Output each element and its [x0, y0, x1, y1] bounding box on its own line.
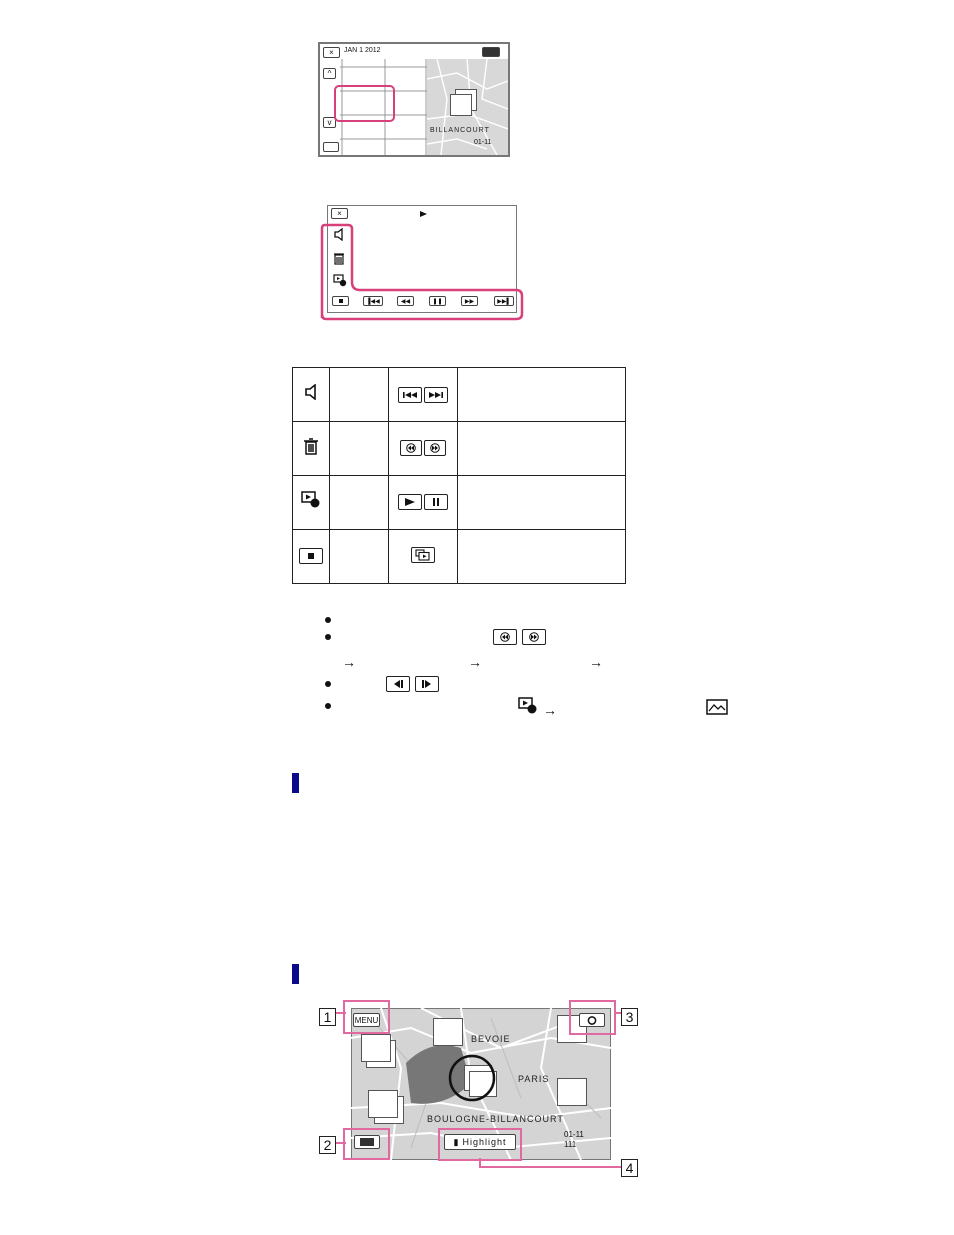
arrow-icon: → — [543, 702, 557, 718]
map-thumbnail[interactable] — [433, 1018, 463, 1046]
rewind-icon — [400, 440, 422, 456]
rewind-button[interactable]: ◀◀ — [397, 296, 414, 306]
volume-icon — [304, 384, 318, 400]
pause-button[interactable]: ❚❚ — [429, 296, 446, 306]
up-button[interactable]: ^ — [323, 68, 336, 79]
controls-table — [292, 367, 626, 584]
bullet — [325, 634, 331, 640]
callout-number: 3 — [621, 1008, 638, 1026]
arrow-icon: → — [342, 654, 356, 670]
highlight-label: Highlight — [462, 1137, 507, 1147]
down-button[interactable]: v — [323, 117, 336, 128]
callout-highlight-2 — [343, 1128, 390, 1160]
map-thumbnail[interactable] — [450, 94, 472, 116]
bullet — [325, 703, 331, 709]
callout-number: 1 — [319, 1008, 336, 1026]
section-marker — [292, 773, 299, 793]
arrow-icon: → — [468, 654, 482, 670]
selection-circle — [448, 1054, 496, 1102]
map-thumbnail[interactable] — [361, 1034, 391, 1062]
playback-settings-icon[interactable] — [333, 274, 347, 287]
stop-icon — [299, 548, 323, 564]
table-row — [293, 530, 626, 584]
callout-connector-4 — [478, 1158, 628, 1170]
previous-icon — [398, 387, 422, 403]
playback-settings-icon — [518, 697, 538, 715]
callout-connector-2 — [336, 1140, 346, 1146]
previous-button[interactable]: ▐◀◀ — [363, 296, 383, 306]
table-row — [293, 368, 626, 422]
counter-top: 01-11 — [564, 1130, 584, 1139]
map-place-label: BILLANCOURT — [430, 127, 490, 134]
callout-number: 4 — [621, 1159, 638, 1177]
callout-highlight-1 — [343, 1000, 390, 1034]
map-thumbnail[interactable] — [557, 1078, 587, 1106]
playback-settings-icon — [301, 491, 321, 509]
play-icon — [398, 494, 422, 510]
counter-bottom: 111 — [564, 1140, 577, 1149]
map-place-label: BEVOIE — [471, 1034, 511, 1044]
playback-mode-icon[interactable] — [323, 142, 339, 152]
map-place-label: BOULOGNE-BILLANCOURT — [427, 1114, 564, 1124]
pause-icon — [424, 494, 448, 510]
table-row — [293, 476, 626, 530]
photo-icon — [706, 699, 728, 717]
close-button[interactable]: × — [331, 208, 348, 219]
map-place-label: PARIS — [518, 1074, 550, 1084]
fast-forward-button[interactable]: ▶▶ — [461, 296, 478, 306]
callout-connector-1 — [336, 1010, 346, 1016]
section-marker — [292, 964, 299, 984]
arrow-icon: → — [589, 654, 603, 670]
stop-button[interactable] — [332, 296, 349, 306]
bullet — [325, 681, 331, 687]
frame-forward-icon — [415, 676, 439, 692]
frame-back-icon — [386, 676, 410, 692]
delete-icon — [303, 437, 319, 455]
map-thumbnail[interactable] — [368, 1090, 398, 1118]
close-button[interactable]: × — [323, 47, 340, 58]
slideshow-icon — [411, 547, 435, 563]
delete-icon[interactable] — [333, 251, 345, 265]
play-indicator-icon — [419, 210, 428, 218]
volume-icon[interactable] — [333, 228, 345, 241]
fast-forward-icon — [424, 440, 446, 456]
highlight-icon: ▮ — [453, 1136, 460, 1147]
selected-thumbnail-highlight[interactable] — [334, 85, 395, 122]
fast-forward-icon — [522, 629, 546, 645]
callout-highlight-3 — [569, 1000, 616, 1035]
callout-number: 2 — [319, 1136, 336, 1154]
menu-button[interactable]: MENU — [353, 1013, 380, 1027]
next-icon — [424, 387, 448, 403]
next-button[interactable]: ▶▶▌ — [494, 296, 514, 306]
counter-label: 01-11 — [474, 139, 492, 146]
table-row — [293, 422, 626, 476]
callout-highlight-4 — [438, 1128, 522, 1161]
bullet — [325, 617, 331, 623]
dual-screen-icon[interactable] — [482, 47, 500, 57]
date-label: JAN 1 2012 — [344, 47, 381, 54]
controls-highlight — [318, 222, 526, 322]
rewind-icon — [493, 629, 517, 645]
